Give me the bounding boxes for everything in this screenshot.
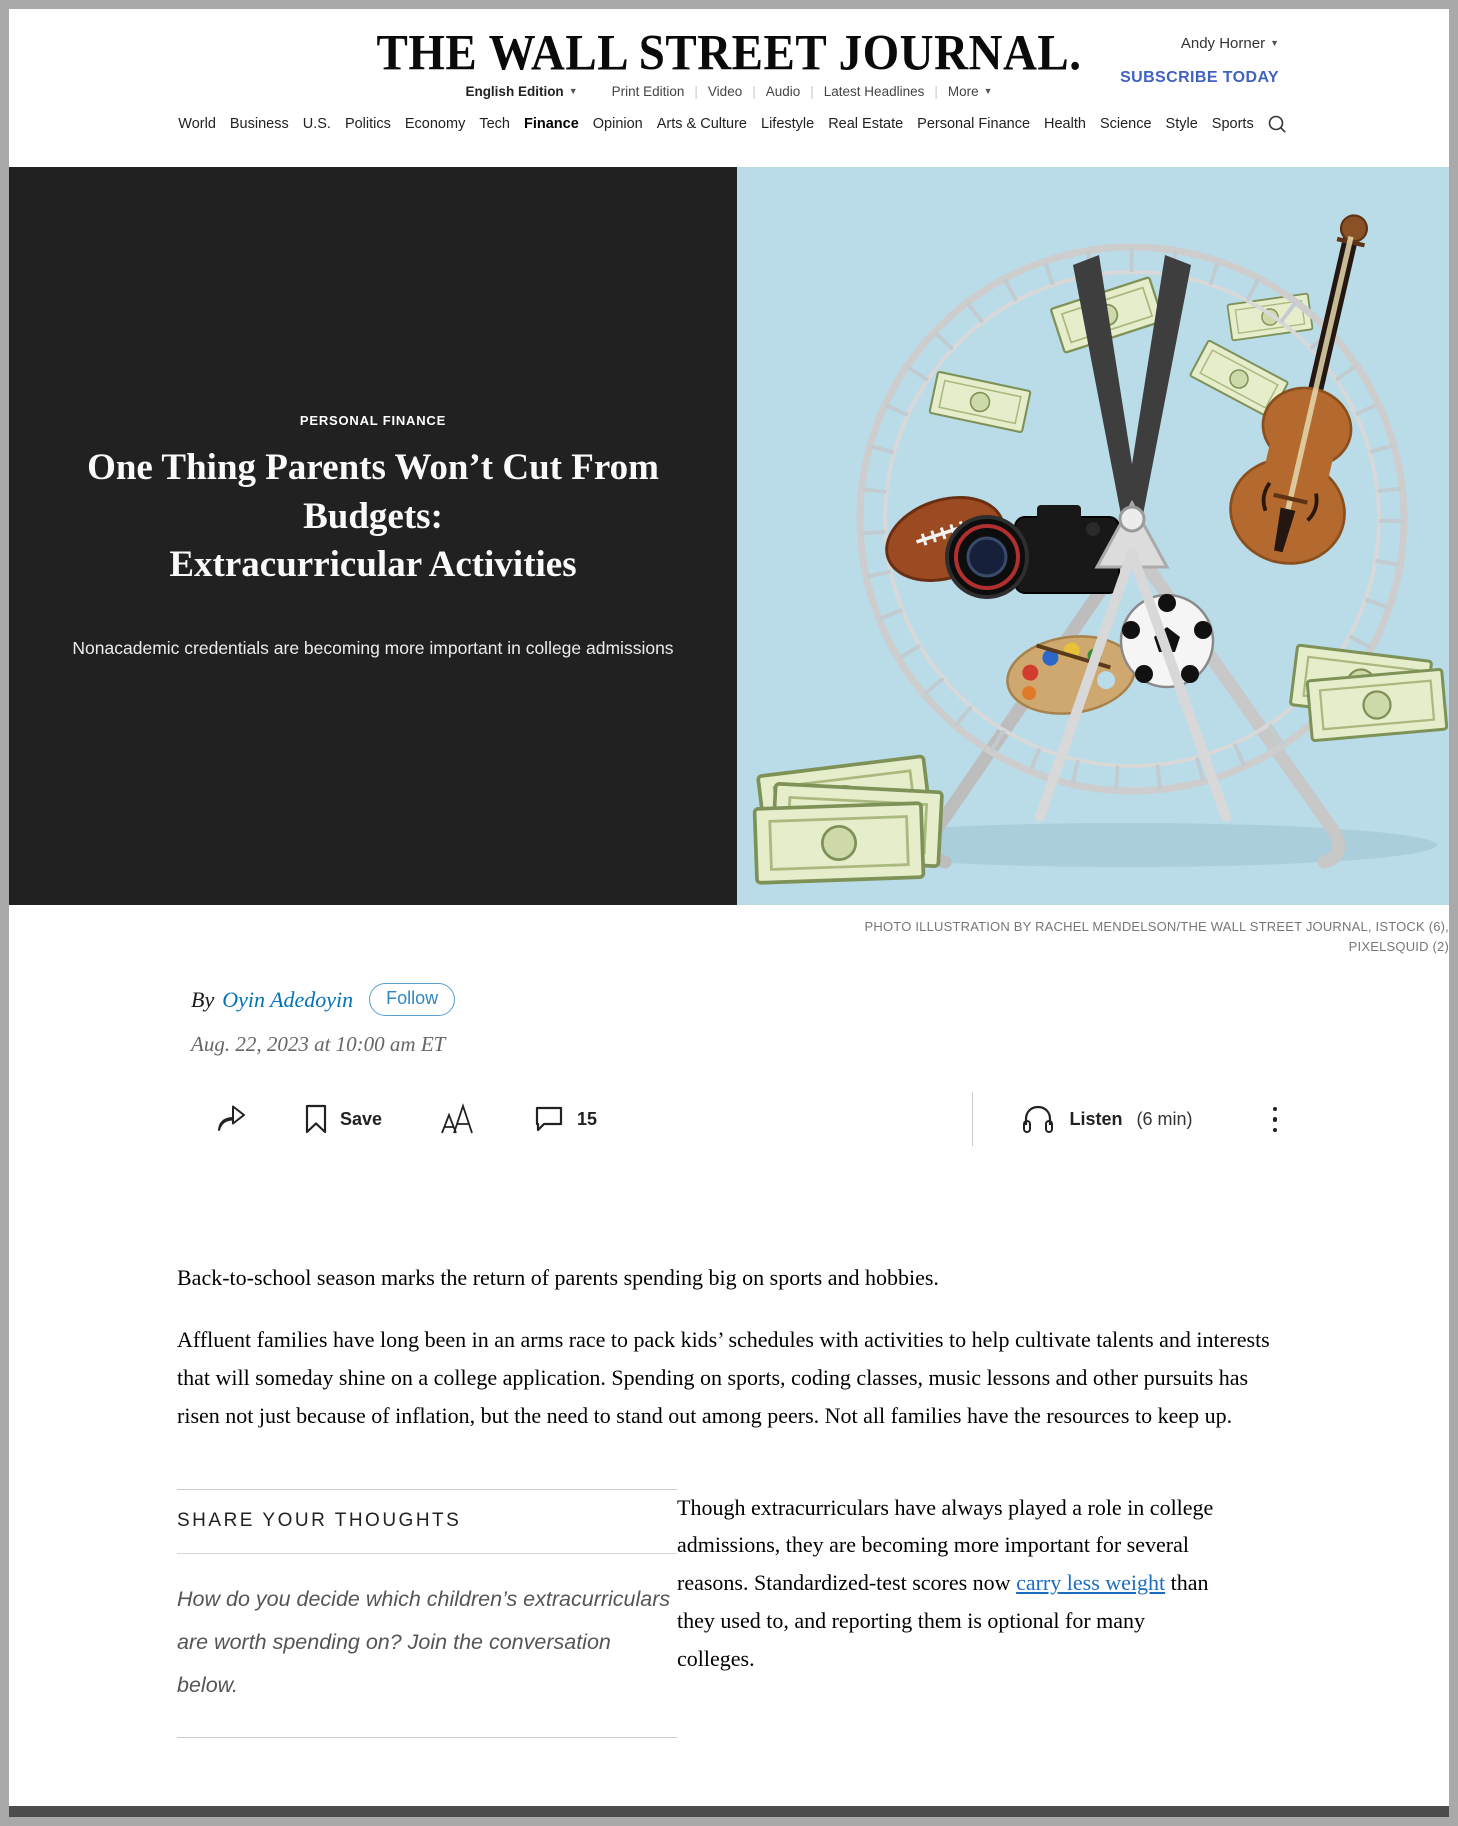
edition-nav-print[interactable]: Print Edition	[611, 84, 685, 99]
share-box-title: SHARE YOUR THOUGHTS	[177, 1509, 462, 1531]
share-arrow-icon	[215, 1104, 247, 1134]
wsj-logo[interactable]: THE WALL STREET JOURNAL.	[376, 25, 1082, 82]
nav-item-arts-culture[interactable]: Arts & Culture	[656, 116, 747, 132]
site-header	[9, 9, 1449, 167]
paragraph: Back-to-school season marks the return of parents spending big on sports and hobbies.	[177, 1265, 939, 1291]
article-body	[177, 1259, 1281, 1737]
save-button[interactable]: Save	[305, 1104, 382, 1134]
share-button[interactable]	[215, 1104, 247, 1134]
hero-section	[9, 167, 1449, 905]
subscribe-button[interactable]: SUBSCRIBE TODAY	[1120, 69, 1279, 86]
kebab-menu-icon[interactable]	[1269, 1103, 1282, 1137]
nav-item-lifestyle[interactable]: Lifestyle	[761, 116, 815, 132]
nav-item-personal-finance[interactable]: Personal Finance	[917, 116, 1031, 132]
nav-item-world[interactable]: World	[178, 116, 216, 132]
divider: |	[934, 84, 938, 99]
edition-nav-audio[interactable]: Audio	[765, 84, 801, 99]
nav-item-opinion[interactable]: Opinion	[592, 116, 643, 132]
publish-date: Aug. 22, 2023 at 10:00 am ET	[191, 1032, 446, 1057]
bookmark-icon	[305, 1104, 327, 1134]
nav-item-science[interactable]: Science	[1099, 116, 1152, 132]
nav-item-style[interactable]: Style	[1165, 116, 1198, 132]
divider: |	[810, 84, 814, 99]
nav-item-health[interactable]: Health	[1044, 116, 1086, 132]
account-user-name: Andy Horner	[1180, 35, 1266, 52]
text-size-icon	[440, 1103, 476, 1135]
section-nav	[9, 114, 1449, 134]
comment-bubble-icon	[534, 1105, 564, 1133]
edition-nav-headlines[interactable]: Latest Headlines	[823, 84, 925, 99]
nav-item-sports[interactable]: Sports	[1211, 116, 1254, 132]
edition-nav-more[interactable]: More ▼	[947, 84, 993, 99]
divider: |	[694, 84, 698, 99]
text-size-button[interactable]	[440, 1103, 476, 1135]
toolbar-right	[972, 1092, 1281, 1146]
comment-count: 15	[577, 1108, 598, 1129]
nav-item-tech[interactable]: Tech	[479, 116, 510, 132]
caret-down-icon: ▼	[1270, 38, 1279, 48]
article-kicker[interactable]: PERSONAL FINANCE	[299, 413, 447, 429]
paragraph: Affluent families have long been in an arms race to pack kids’ schedules with activities to help cultivate talents and interests that will someday shine on a college application. Spending on sports, coding classes, music lessons and other pursuits has risen not just because of inflation, but the need to stand out among peers. Not all families have the resources to keep up.	[177, 1327, 1270, 1428]
edition-nav-video[interactable]: Video	[707, 84, 743, 99]
nav-item-real-estate[interactable]: Real Estate	[828, 116, 904, 132]
byline-prefix: By	[191, 986, 215, 1012]
divider	[972, 1092, 973, 1146]
paragraph-text: Though extracurriculars have always played a role in college admissions, they are becoming more important for several reasons. Standardized-test scores now	[677, 1494, 1214, 1596]
carry-less-weight-link[interactable]: carry less weight	[1016, 1570, 1166, 1596]
divider: |	[752, 84, 756, 99]
byline	[177, 983, 1281, 1016]
photo-caption: PHOTO ILLUSTRATION BY RACHEL MENDELSON/THE WALL STREET JOURNAL, ISTOCK (6), PIXELSQUID (2)	[864, 919, 1449, 955]
article-head	[177, 983, 1281, 1147]
article-subheadline: Nonacademic credentials are becoming more important in college admissions	[72, 637, 674, 658]
search-icon[interactable]	[1267, 114, 1287, 134]
follow-button[interactable]: Follow	[369, 983, 455, 1016]
hero-text-panel	[9, 167, 737, 905]
listen-button[interactable]: Listen (6 min)	[1021, 1103, 1192, 1135]
two-column-section	[177, 1489, 1281, 1738]
comments-button[interactable]	[534, 1105, 597, 1133]
nav-item-politics[interactable]: Politics	[344, 116, 391, 132]
share-your-thoughts-box	[177, 1489, 677, 1738]
article-toolbar	[177, 1091, 1281, 1147]
paragraph	[677, 1489, 1223, 1678]
listen-duration: (6 min)	[1136, 1108, 1193, 1129]
nav-item-finance[interactable]: Finance	[523, 116, 579, 132]
nav-item-business[interactable]: Business	[229, 116, 289, 132]
headphones-icon	[1021, 1103, 1055, 1135]
nav-item-us[interactable]: U.S.	[302, 116, 331, 132]
article-headline: One Thing Parents Won’t Cut From Budgets: Extracurricular Activities	[87, 447, 659, 585]
paragraph-text: than they used to, and reporting them is optional for many colleges.	[677, 1570, 1209, 1671]
hero-illustration	[737, 167, 1449, 905]
caret-down-icon: ▼	[983, 86, 993, 96]
page-bottom-bar	[9, 1806, 1449, 1817]
author-link[interactable]: Oyin Adedoyin	[222, 986, 354, 1012]
edition-selector[interactable]: English Edition ▼	[465, 84, 578, 99]
nav-item-economy[interactable]: Economy	[404, 116, 466, 132]
share-box-question: How do you decide which children’s extracurriculars are worth spending on? Join the conversation below.	[177, 1586, 671, 1697]
caret-down-icon: ▼	[568, 86, 578, 96]
